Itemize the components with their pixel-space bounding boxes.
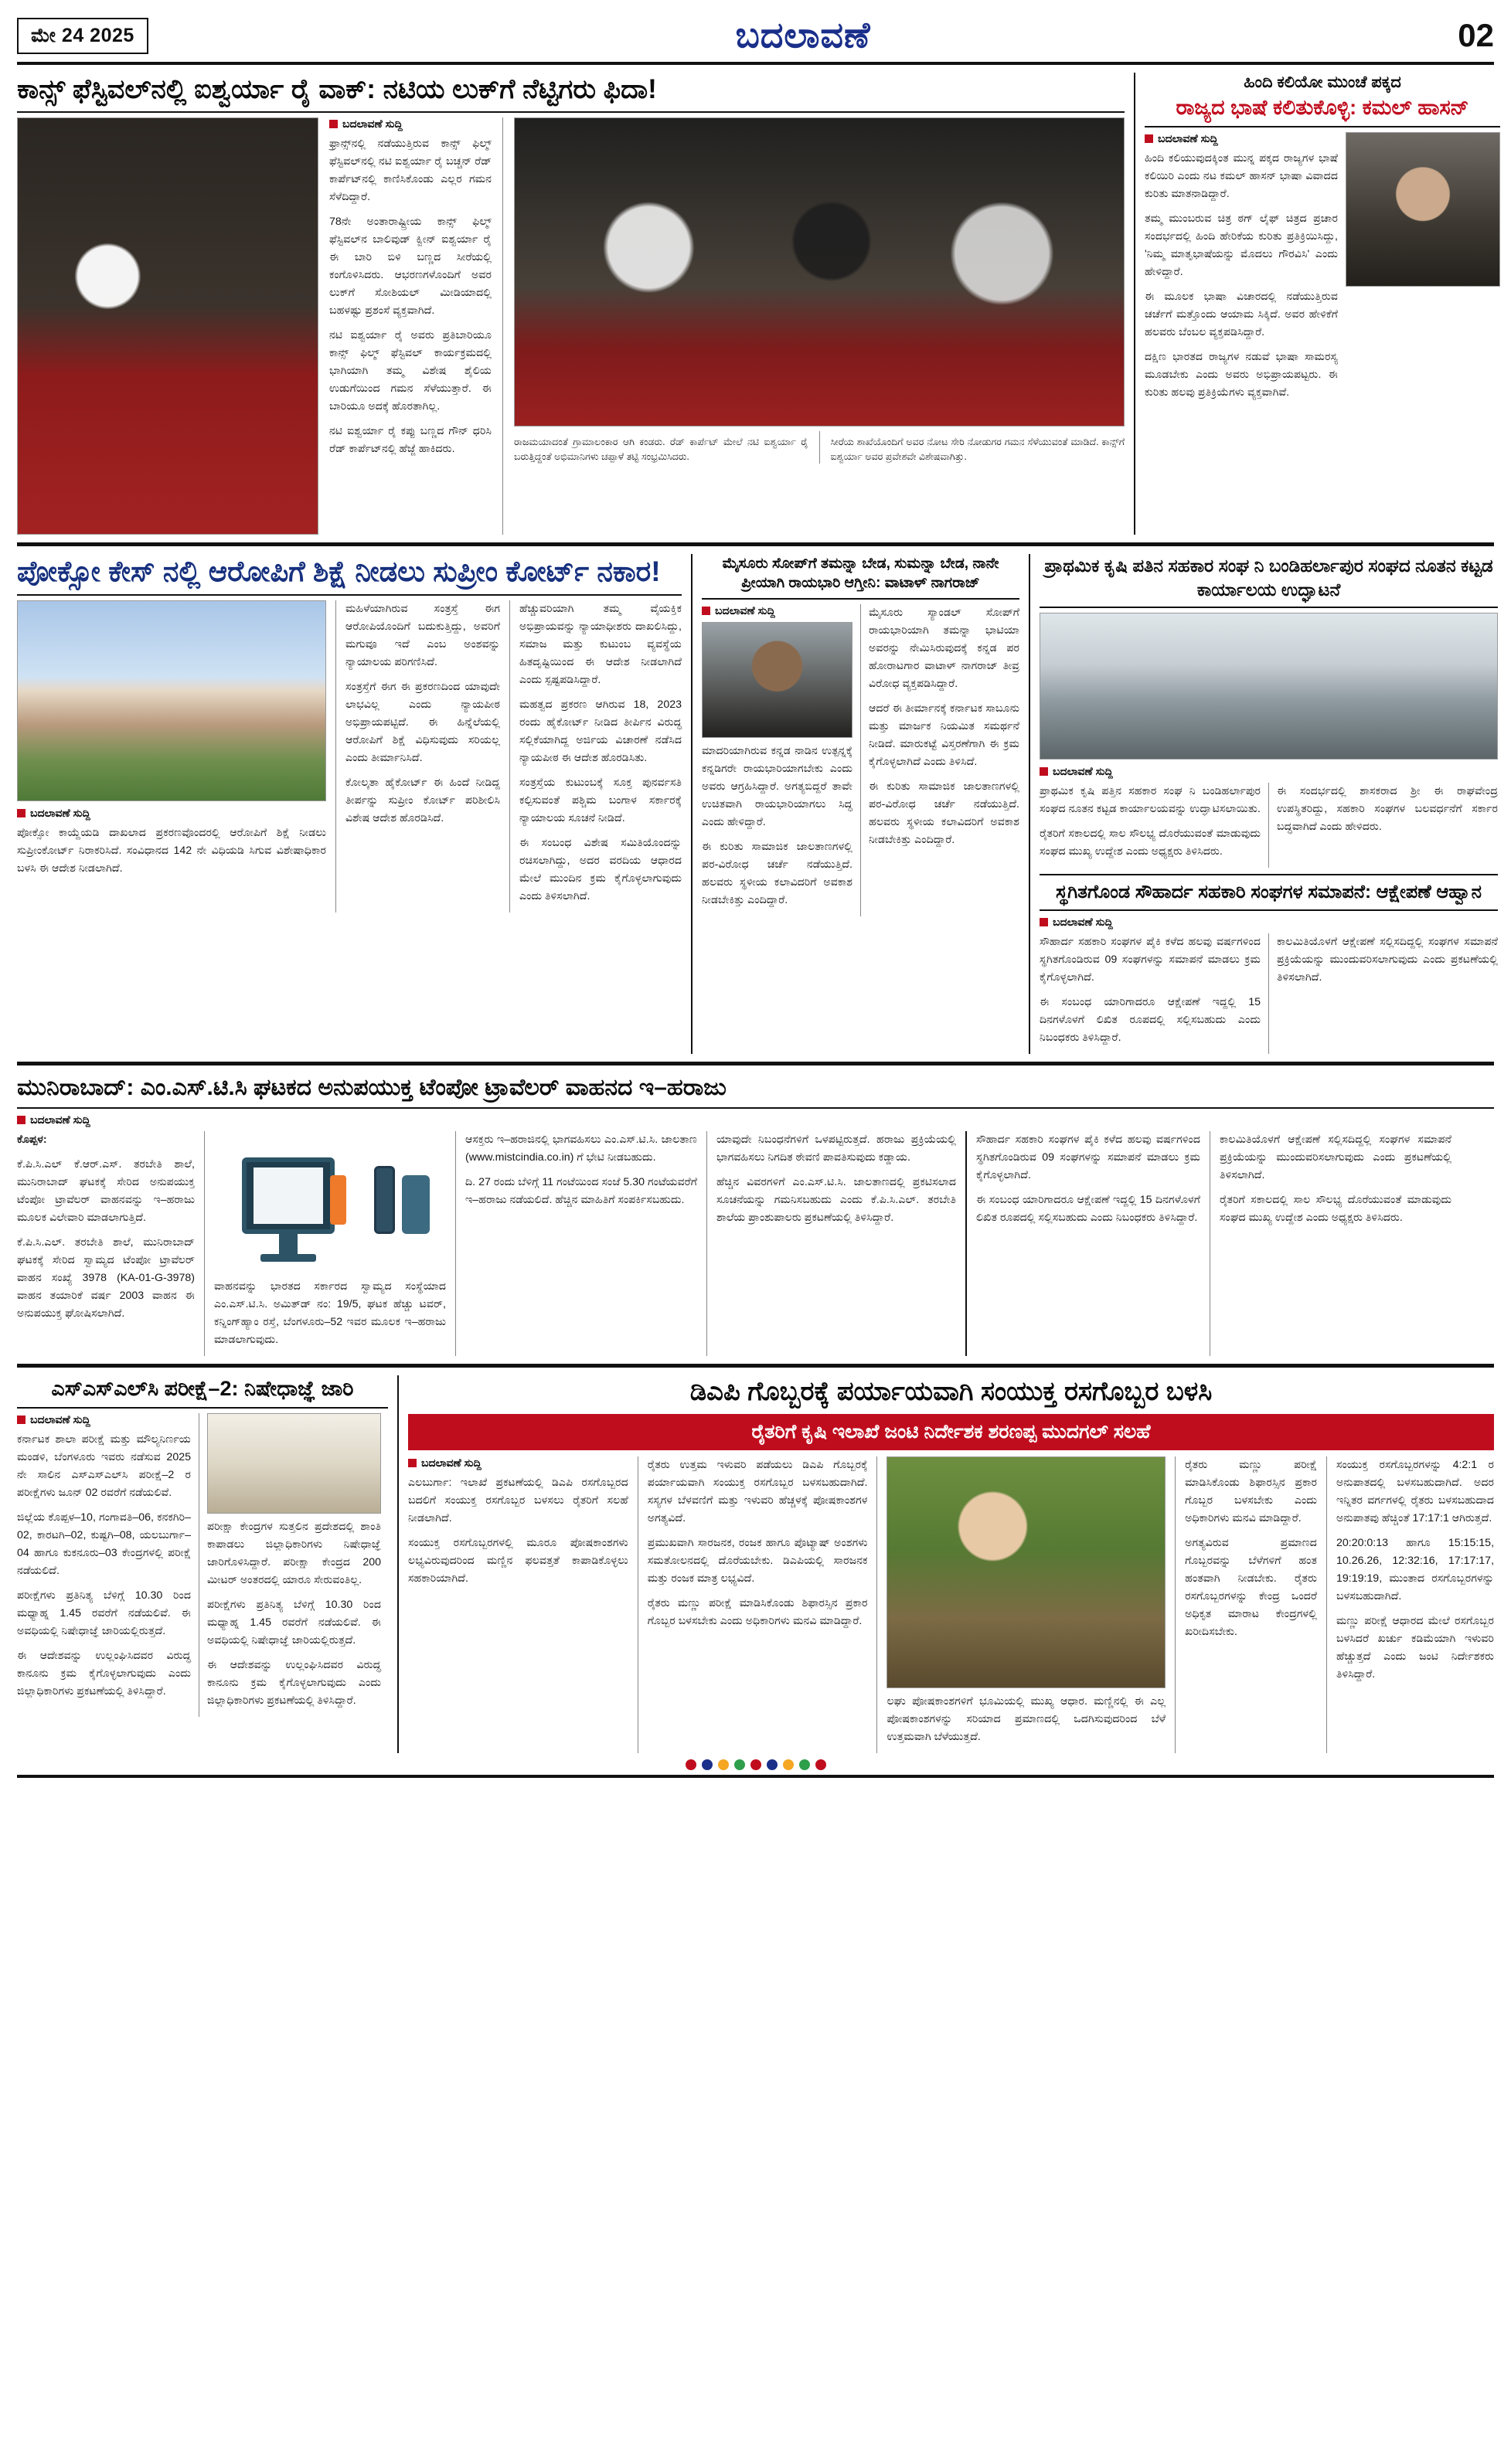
munirabad-col-4: ಯಾವುದೇ ನಿಬಂಧನೆಗಳಿಗೆ ಒಳಪಟ್ಟಿರುತ್ತದೆ. ಹರಾಜು ಪ್ರಕ್ರಿಯೆಯಲ್ಲಿ ಭಾಗವಹಿಸಲು ನಿಗದಿತ ಠೇವಣಿ ಪಾವತಿಸುವುದು ಕಡ್ಡಾಯ. ಹೆಚ್ಚಿನ ವಿವರಗಳಿಗೆ ಎಂ.ಎಸ್.ಟಿ.ಸಿ. ಜಾಲತಾಣದಲ್ಲಿ ಪ್ರಕಟಿಸಲಾದ ಸೂಚನೆಯನ್ನು ಗಮನಿಸಬಹುದು ಎಂದು ಕೆ.ಪಿ.ಸಿ.ಎಲ್. ತರಬೇತಿ ಶಾಲೆಯ ಪ್ರಾಂಶುಪಾಲರು ಪ್ರಕಟಣೆಯಲ್ಲಿ ತಿಳಿಸಿದ್ದಾರೆ. bbox=[716, 1133, 956, 1224]
credit-line bbox=[1040, 916, 1498, 929]
pocso-photo-supreme-court bbox=[17, 600, 326, 801]
story-dap bbox=[408, 1375, 1494, 1754]
kamal-body: ಹಿಂದಿ ಕಲಿಯುವುದಕ್ಕಿಂತ ಮುನ್ನ ಪಕ್ಕದ ರಾಜ್ಯಗಳ ಭಾಷೆ ಕಲಿಯಿರಿ ಎಂದು ನಟ ಕಮಲ್ ಹಾಸನ್ ಭಾಷಾ ವಿವಾದದ ಕುರಿತು ಮಾತನಾಡಿದ್ದಾರೆ. ತಮ್ಮ ಮುಂಬರುವ ಚಿತ್ರ ಠಗ್ ಲೈಫ್ ಚಿತ್ರದ ಪ್ರಚಾರ ಸಂದರ್ಭದಲ್ಲಿ ಹಿಂದಿ ಹೇರಿಕೆಯ ಕುರಿತು ಪ್ರತಿಕ್ರಿಯಿಸಿದ್ದು, 'ನಿಮ್ಮ ಮಾತೃಭಾಷೆಯನ್ನು ಮೊದಲು ಗೌರವಿಸಿ' ಎಂದು ಹೇಳಿದ್ದಾರೆ. ಈ ಮೂಲಕ ಭಾಷಾ ವಿಚಾರದಲ್ಲಿ ನಡೆಯುತ್ತಿರುವ ಚರ್ಚೆಗೆ ಮತ್ತೊಂದು ಆಯಾಮ ಸಿಕ್ಕಿದೆ. ಅವರ ಹೇಳಿಕೆಗೆ ಹಲವರು ಬೆಂಬಲ ವ್ಯಕ್ತಪಡಿಸಿದ್ದಾರೆ. ದಕ್ಷಿಣ ಭಾರತದ ರಾಜ್ಯಗಳ ನಡುವೆ ಭಾಷಾ ಸಾಮರಸ್ಯ ಮೂಡಬೇಕು ಎಂದು ಅವರು ಅಭಿಪ್ರಾಯಪಟ್ಟರು. ಈ ಕುರಿತು ಹಲವು ಪ್ರತಿಕ್ರಿಯೆಗಳು ವ್ಯಕ್ತವಾಗಿವೆ. bbox=[1145, 152, 1338, 399]
phone-icon bbox=[374, 1166, 395, 1233]
sslc-photo-exam bbox=[207, 1413, 381, 1514]
munirabad-headline: ಮುನಿರಾಬಾದ್: ಎಂ.ಎಸ್.ಟಿ.ಸಿ ಘಟಕದ ಅನುಪಯುಕ್ತ ಟೆಂಪೋ ಟ್ರಾವೆಲರ್ ವಾಹನದ ಇ–ಹರಾಜು bbox=[17, 1075, 727, 1101]
kamal-kicker: ಹಿಂದಿ ಕಲಿಯೋ ಮುಂಚೆ ಪಕ್ಕದ bbox=[1244, 73, 1401, 91]
munirabad-col-5: ಸೌಹಾರ್ದ ಸಹಕಾರಿ ಸಂಘಗಳ ಪೈಕಿ ಕಳೆದ ಹಲವು ವರ್ಷಗಳಿಂದ ಸ್ಥಗಿತಗೊಂಡಿರುವ 09 ಸಂಘಗಳನ್ನು ಸಮಾಪನೆ ಮಾಡಲು ಕ್ರಮ ಕೈಗೊಳ್ಳಲಾಗಿದೆ. ಈ ಸಂಬಂಧ ಯಾರಿಗಾದರೂ ಆಕ್ಷೇಪಣೆ ಇದ್ದಲ್ಲಿ 15 ದಿನಗಳೊಳಗೆ ಲಿಖಿತ ರೂಪದಲ್ಲಿ ಸಲ್ಲಿಸಬಹುದು ಎಂದು ನಿಬಂಧಕರು ತಿಳಿಸಿದ್ದಾರೆ. bbox=[976, 1133, 1200, 1224]
cannes-photo-group bbox=[514, 117, 1125, 427]
pocso-col-1: ಮಹಿಳೆಯಾಗಿರುವ ಸಂತ್ರಸ್ತೆ ಈಗ ಆರೋಪಿಯೊಂದಿಗೆ ಬದುಕುತ್ತಿದ್ದು, ಅವರಿಗೆ ಮಗುವೂ ಇದೆ ಎಂಬ ಅಂಶವನ್ನು ನ್ಯಾಯಾಲಯ ಪರಿಗಣಿಸಿದೆ. ಸಂತ್ರಸ್ತೆಗೆ ಈಗ ಈ ಪ್ರಕರಣದಿಂದ ಯಾವುದೇ ಲಾಭವಿಲ್ಲ ಎಂದು ನ್ಯಾಯಪೀಠ ಅಭಿಪ್ರಾಯಪಟ್ಟಿದೆ. ಈ ಹಿನ್ನೆಲೆಯಲ್ಲಿ ಆರೋಪಿಗೆ ಶಿಕ್ಷೆ ವಿಧಿಸುವುದು ಸರಿಯಲ್ಲ ಎಂದು ತೀರ್ಮಾನಿಸಿದೆ. ಕೋಲ್ಕತಾ ಹೈಕೋರ್ಟ್ ಈ ಹಿಂದೆ ನೀಡಿದ್ದ ತೀರ್ಪನ್ನು ಸುಪ್ರೀಂ ಕೋರ್ಟ್ ಪರಿಶೀಲಿಸಿ ವಿಶೇಷ ಆದೇಶ ಹೊರಡಿಸಿದೆ. bbox=[345, 603, 500, 824]
credit-bullet-icon bbox=[17, 1416, 26, 1424]
credit-text: ಬದಲಾವಣೆ ಸುದ್ದಿ bbox=[421, 1456, 482, 1470]
dap-photo-fertilizer-hand bbox=[887, 1456, 1166, 1688]
credit-text: ಬದಲಾವಣೆ ಸುದ್ದಿ bbox=[1158, 132, 1218, 144]
mysore-body-1: ಮಾದರಿಯಾಗಿರುವ ಕನ್ನಡ ನಾಡಿನ ಉತ್ಪನ್ನಕ್ಕೆ ಕನ್ನಡಿಗರೇ ರಾಯಭಾರಿಯಾಗಬೇಕು ಎಂದು ಅವರು ಆಗ್ರಹಿಸಿದ್ದಾರೆ. ಅಗತ್ಯಬಿದ್ದರೆ ತಾವೇ ಉಚಿತವಾಗಿ ರಾಯಭಾರಿಯಾಗಲು ಸಿದ್ಧ ಎಂದು ಹೇಳಿದ್ದಾರೆ. ಈ ಕುರಿತು ಸಾಮಾಜಿಕ ಜಾಲತಾಣಗಳಲ್ಲಿ ಪರ-ವಿರೋಧ ಚರ್ಚೆ ನಡೆಯುತ್ತಿದೆ. ಹಲವರು ಸ್ಥಳೀಯ ಕಲಾವಿದರಿಗೆ ಅವಕಾಶ ನೀಡಬೇಕಿತ್ತು ಎಂದಿದ್ದಾರೆ. bbox=[702, 745, 852, 907]
tablet-icon bbox=[402, 1175, 430, 1234]
credit-text: ಬದಲಾವಣೆ ಸುದ್ದಿ bbox=[1053, 764, 1113, 777]
credit-bullet-icon bbox=[408, 1459, 417, 1467]
second-zone bbox=[17, 554, 1498, 1054]
pocso-col-2: ಹೆಚ್ಚುವರಿಯಾಗಿ ತಮ್ಮ ವೈಯಕ್ತಿಕ ಅಭಿಪ್ರಾಯವನ್ನು ನ್ಯಾಯಾಧೀಶರು ದಾಖಲಿಸಿದ್ದು, ಸಮಾಜ ಮತ್ತು ಕುಟುಂಬ ವ್ಯವಸ್ಥೆಯ ಹಿತದೃಷ್ಟಿಯಿಂದ ಈ ಆದೇಶ ನೀಡಲಾಗಿದೆ ಎಂದು ಸ್ಪಷ್ಟಪಡಿಸಿದ್ದಾರೆ. ಮಹತ್ವದ ಪ್ರಕರಣ ಆಗಿರುವ 18, 2023 ರಂದು ಹೈಕೋರ್ಟ್ ನೀಡಿದ ತೀರ್ಪಿನ ವಿರುದ್ಧ ಸಲ್ಲಿಕೆಯಾಗಿದ್ದ ಅರ್ಜಿಯ ವಿಚಾರಣೆ ನಡೆಸಿದ ನ್ಯಾಯಪೀಠ ಈ ಆದೇಶ ಹೊರಡಿಸಿತು. ಸಂತ್ರಸ್ತೆಯ ಕುಟುಂಬಕ್ಕೆ ಸೂಕ್ತ ಪುನರ್ವಸತಿ ಕಲ್ಪಿಸುವಂತೆ ಪಶ್ಚಿಮ ಬಂಗಾಳ ಸರ್ಕಾರಕ್ಕೆ ನ್ಯಾಯಾಲಯ ಸೂಚನೆ ನೀಡಿದೆ. ಈ ಸಂಬಂಧ ವಿಶೇಷ ಸಮಿತಿಯೊಂದನ್ನು ರಚಿಸಲಾಗಿದ್ದು, ಅದರ ವರದಿಯ ಆಧಾರದ ಮೇಲೆ ಮುಂದಿನ ಕ್ರಮ ಕೈಗೊಳ್ಳಲಾಗುವುದು ಎಂದು ತಿಳಿಸಲಾಗಿದೆ. bbox=[519, 603, 682, 902]
mysore-headline: ಮೈಸೂರು ಸೋಪ್‌ಗೆ ತಮನ್ನಾ ಬೇಡ, ಸುಮನ್ನಾ ಬೇಡ, ನಾನೇ ಪ್ರೀಯಾಗಿ ರಾಯಭಾರಿ ಆಗ್ತೀನಿ: ವಾಟಾಳ್ ನಾಗರಾಜ್ bbox=[722, 555, 999, 592]
munirabad-col-3: ಆಸಕ್ತರು ಇ–ಹರಾಜಿನಲ್ಲಿ ಭಾಗವಹಿಸಲು ಎಂ.ಎಸ್.ಟಿ.ಸಿ. ಜಾಲತಾಣ (www.mistcindia.co.in) ಗೆ ಭೇಟಿ ನೀಡಬಹುದು. ದಿ. 27 ರಂದು ಬೆಳಿಗ್ಗೆ 11 ಗಂಟೆಯಿಂದ ಸಂಜೆ 5.30 ಗಂಟೆಯವರೆಗೆ ಇ–ಹರಾಜು ನಡೆಯಲಿದೆ. ಹೆಚ್ಚಿನ ಮಾಹಿತಿಗೆ ಸಂಪರ್ಕಿಸಬಹುದು. bbox=[465, 1133, 697, 1206]
soharda-col-1: ಸೌಹಾರ್ದ ಸಹಕಾರಿ ಸಂಘಗಳ ಪೈಕಿ ಕಳೆದ ಹಲವು ವರ್ಷಗಳಿಂದ ಸ್ಥಗಿತಗೊಂಡಿರುವ 09 ಸಂಘಗಳನ್ನು ಸಮಾಪನೆ ಮಾಡಲು ಕ್ರಮ ಕೈಗೊಳ್ಳಲಾಗಿದೆ. ಈ ಸಂಬಂಧ ಯಾರಿಗಾದರೂ ಆಕ್ಷೇಪಣೆ ಇದ್ದಲ್ಲಿ 15 ದಿನಗಳೊಳಗೆ ಲಿಖಿತ ರೂಪದಲ್ಲಿ ಸಲ್ಲಿಸಬಹುದು ಎಂದು ನಿಬಂಧಕರು ತಿಳಿಸಿದ್ದಾರೆ. bbox=[1040, 936, 1261, 1045]
munirabad-dateline: ಕೊಪ್ಪಳ: bbox=[17, 1133, 47, 1146]
issue-date: ಮೇ 24 2025 bbox=[17, 18, 148, 54]
credit-line bbox=[17, 807, 326, 820]
orange-device-icon bbox=[330, 1175, 346, 1225]
sslc-body-1: ಕರ್ನಾಟಕ ಶಾಲಾ ಪರೀಕ್ಷೆ ಮತ್ತು ಮೌಲ್ಯನಿರ್ಣಯ ಮಂಡಳಿ, ಬೆಂಗಳೂರು ಇವರು ನಡೆಸುವ 2025 ನೇ ಸಾಲಿನ ಎಸ್‌ಎಸ್‌ಎಲ್‌ಸಿ ಪರೀಕ್ಷೆ–2 ರ ಪರೀಕ್ಷೆಗಳು ಜೂನ್ 02 ರವರೆಗೆ ನಡೆಯಲಿವೆ. ಜಿಲ್ಲೆಯ ಕೊಪ್ಪಳ–10, ಗಂಗಾವತಿ–06, ಕನಕಗಿರಿ–02, ಕಾರಟಗಿ–02, ಕುಷ್ಟಗಿ–08, ಯಲಬುರ್ಗಾ–04 ಹಾಗೂ ಕುಕನೂರು–03 ಕೇಂದ್ರಗಳಲ್ಲಿ ಪರೀಕ್ಷೆ ನಡೆಯಲಿದೆ. ಪರೀಕ್ಷೆಗಳು ಪ್ರತಿನಿತ್ಯ ಬೆಳಿಗ್ಗೆ 10.30 ರಿಂದ ಮಧ್ಯಾಹ್ನ 1.45 ರವರೆಗೆ ನಡೆಯಲಿವೆ. ಈ ಅವಧಿಯಲ್ಲಿ ನಿಷೇಧಾಜ್ಞೆ ಜಾರಿಯಲ್ಲಿರುತ್ತದೆ. ಈ ಆದೇಶವನ್ನು ಉಲ್ಲಂಘಿಸಿದವರ ವಿರುದ್ಧ ಕಾನೂನು ಕ್ರಮ ಕೈಗೊಳ್ಳಲಾಗುವುದು ಎಂದು ಜಿಲ್ಲಾಧಿಕಾರಿಗಳು ಪ್ರಕಟಣೆಯಲ್ಲಿ ತಿಳಿಸಿದ್ದಾರೆ. bbox=[17, 1433, 191, 1698]
soharda-col-2: ಕಾಲಮಿತಿಯೊಳಗೆ ಆಕ್ಷೇಪಣೆ ಸಲ್ಲಿಸದಿದ್ದಲ್ಲಿ ಸಂಘಗಳ ಸಮಾಪನೆ ಪ್ರಕ್ರಿಯೆಯನ್ನು ಮುಂದುವರಿಸಲಾಗುವುದು ಎಂದು ಪ್ರಕಟಣೆಯಲ್ಲಿ ತಿಳಿಸಲಾಗಿದೆ. bbox=[1277, 936, 1498, 984]
kamal-headline: ರಾಜ್ಯದ ಭಾಷೆ ಕಲಿತುಕೊಳ್ಳಿ: ಕಮಲ್ ಹಾಸನ್ bbox=[1176, 96, 1469, 120]
credit-text: ಬದಲಾವಣೆ ಸುದ್ದಿ bbox=[30, 1412, 90, 1426]
paper-title: ಬದಲಾವಣೆ bbox=[735, 15, 871, 55]
mysore-photo-vatal bbox=[702, 622, 852, 738]
footer-color-bars bbox=[17, 1753, 1494, 1770]
mysore-body-2: ಮೈಸೂರು ಸ್ಯಾಂಡಲ್ ಸೋಪ್‌ಗೆ ರಾಯಭಾರಿಯಾಗಿ ತಮನ್ನಾ ಭಾಟಿಯಾ ಅವರನ್ನು ನೇಮಿಸಿರುವುದಕ್ಕೆ ಕನ್ನಡ ಪರ ಹೋರಾಟಗಾರ ವಾಟಾಳ್ ನಾಗರಾಜ್ ತೀವ್ರ ವಿರೋಧ ವ್ಯಕ್ತಪಡಿಸಿದ್ದಾರೆ. ಆದರೆ ಈ ತೀರ್ಮಾನಕ್ಕೆ ಕರ್ನಾಟಕ ಸಾಬೂನು ಮತ್ತು ಮಾರ್ಜಕ ನಿಯಮಿತ ಸಮರ್ಥನೆ ನೀಡಿದೆ. ಮಾರುಕಟ್ಟೆ ವಿಸ್ತರಣೆಗಾಗಿ ಈ ಕ್ರಮ ಕೈಗೊಳ್ಳಲಾಗಿದೆ ಎಂದು ತಿಳಿಸಿದೆ. ಈ ಕುರಿತು ಸಾಮಾಜಿಕ ಜಾಲತಾಣಗಳಲ್ಲಿ ಪರ-ವಿರೋಧ ಚರ್ಚೆ ನಡೆಯುತ್ತಿದೆ. ಹಲವರು ಸ್ಥಳೀಯ ಕಲಾವಿದರಿಗೆ ಅವಕಾಶ ನೀಡಬೇಕಿತ್ತು ಎಂದಿದ್ದಾರೆ. bbox=[869, 607, 1019, 847]
cannes-headline: ಕಾನ್ಸ್ ಫೆಸ್ಟಿವಲ್‌ನಲ್ಲಿ ಐಶ್ವರ್ಯಾ ರೈ ವಾಕ್: ನಟಿಯ ಲುಕ್‌ಗೆ ನೆಟ್ಟಿಗರು ಫಿದಾ! bbox=[17, 74, 657, 104]
pocso-headline: ಪೋಕ್ಸೋ ಕೇಸ್ ನಲ್ಲಿ ಆರೋಪಿಗೆ ಶಿಕ್ಷೆ ನೀಡಲು ಸುಪ್ರೀಂ ಕೋರ್ಟ್ ನಕಾರ! bbox=[17, 555, 661, 587]
dap-col-2: ರೈತರು ಉತ್ತಮ ಇಳುವರಿ ಪಡೆಯಲು ಡಿಎಪಿ ಗೊಬ್ಬರಕ್ಕೆ ಪರ್ಯಾಯವಾಗಿ ಸಂಯುಕ್ತ ರಸಗೊಬ್ಬರ ಬಳಸಬಹುದಾಗಿದೆ. ಸಸ್ಯಗಳ ಬೆಳವಣಿಗೆ ಮತ್ತು ಇಳುವರಿ ಹೆಚ್ಚಳಕ್ಕೆ ಪೋಷಕಾಂಶಗಳ ಅಗತ್ಯವಿದೆ. ಪ್ರಮುಖವಾಗಿ ಸಾರಜನಕ, ರಂಜಕ ಹಾಗೂ ಪೊಟ್ಯಾಷ್ ಅಂಶಗಳು ಸಮತೋಲನದಲ್ಲಿ ದೊರೆಯಬೇಕು. ಡಿಎಪಿಯಲ್ಲಿ ಸಾರಜನಕ ಮತ್ತು ರಂಜಕ ಮಾತ್ರ ಲಭ್ಯವಿದೆ. ರೈತರು ಮಣ್ಣು ಪರೀಕ್ಷೆ ಮಾಡಿಸಿಕೊಂಡು ಶಿಫಾರಸ್ಸಿನ ಪ್ರಕಾರ ಗೊಬ್ಬರ ಬಳಸಬೇಕು ಎಂದು ಅಧಿಕಾರಿಗಳು ಮನವಿ ಮಾಡಿದ್ದಾರೆ. bbox=[647, 1459, 868, 1628]
footer-rule bbox=[17, 1775, 1494, 1778]
munirabad-col-1: ಕೊಪ್ಪಳ: ಕೆ.ಪಿ.ಸಿ.ಎಲ್ ಕೆ.ಆರ್.ಎಸ್. ತರಬೇತಿ ಶಾಲೆ, ಮುನಿರಾಬಾದ್ ಘಟಕಕ್ಕೆ ಸೇರಿದ ಅನುಪಯುಕ್ತ ಟೆಂಪೋ ಟ್ರಾವೆಲರ್ ವಾಹನವನ್ನು ಇ–ಹರಾಜು ಮೂಲಕ ವಿಲೇವಾರಿ ಮಾಡಲಾಗುತ್ತಿದೆ. ಕೆ.ಪಿ.ಸಿ.ಎಲ್. ತರಬೇತಿ ಶಾಲೆ, ಮುನಿರಾಬಾದ್ ಘಟಕಕ್ಕೆ ಸೇರಿದ ಸ್ವಾಮ್ಯದ ಟೆಂಪೋ ಟ್ರಾವೆಲರ್ ವಾಹನ ಸಂಖ್ಯೆ 3978 (KA-01-G-3978) ವಾಹನ ತಯಾರಿಕೆ ವರ್ಷ 2003 ವಾಹನ ಈ ಅನುಪಯುಕ್ತ ಘೋಷಿಸಲಾಗಿದೆ. bbox=[17, 1133, 195, 1320]
coop-photo bbox=[1040, 613, 1498, 760]
credit-text: ಬದಲಾವಣೆ ಸುದ್ದಿ bbox=[1053, 916, 1113, 929]
story-pocso bbox=[17, 554, 682, 1054]
soharda-headline: ಸ್ಥಗಿತಗೊಂಡ ಸೌಹಾರ್ದ ಸಹಕಾರಿ ಸಂಘಗಳ ಸಮಾಪನೆ: ಆಕ್ಷೇಪಣೆ ಆಹ್ವಾನ bbox=[1055, 881, 1482, 902]
credit-text: ಬದಲಾವಣೆ ಸುದ್ದಿ bbox=[715, 604, 775, 617]
coop-headline: ಪ್ರಾಥಮಿಕ ಕೃಷಿ ಪತಿನ ಸಹಕಾರ ಸಂಘ ನಿ ಬಂಡಿಹರ್ಲಾಪುರ ಸಂಘದ ನೂತನ ಕಟ್ಟಡ ಕಾರ್ಯಾಲಯ ಉದ್ಘಾಟನೆ bbox=[1044, 555, 1493, 600]
credit-line bbox=[17, 1413, 191, 1426]
kamal-photo bbox=[1346, 132, 1500, 287]
credit-bullet-icon bbox=[329, 120, 338, 128]
story-kamal bbox=[1145, 73, 1500, 535]
credit-text: ಬದಲಾವಣೆ ಸುದ್ದಿ bbox=[30, 807, 90, 819]
sslc-headline: ಎಸ್‌ಎಸ್‌ಎಲ್‌ಸಿ ಪರೀಕ್ಷೆ–2: ನಿಷೇಧಾಜ್ಞೆ ಜಾರಿ bbox=[51, 1376, 354, 1400]
dap-col-5: ಸಂಯುಕ್ತ ರಸಗೊಬ್ಬರಗಳನ್ನು 4:2:1 ರ ಅನುಪಾತದಲ್ಲಿ ಬಳಸಬಹುದಾಗಿದೆ. ಅದರ ಇನ್ನಿತರ ವರ್ಗಗಳಲ್ಲಿ ರೈತರು ಬಳಸಬಹುದಾದ ಅನುಪಾತವು ಹೆಚ್ಚಿಂತೆ 17:17:1 ಆಗಿರುತ್ತದೆ. 20:20:0:13 ಹಾಗೂ 15:15:15, 10.26.26, 12:32:16, 17:17:17, 19:19:19, ಮುಂತಾದ ರಸಗೊಬ್ಬರಗಳನ್ನು ಬಳಸಬಹುದಾಗಿದೆ. ಮಣ್ಣು ಪರೀಕ್ಷೆ ಆಧಾರದ ಮೇಲೆ ರಸಗೊಬ್ಬರ ಬಳಸಿದರೆ ಖರ್ಚು ಕಡಿಮೆಯಾಗಿ ಇಳುವರಿ ಹೆಚ್ಚುತ್ತದೆ ಎಂದು ಜಂಟಿ ನಿರ್ದೇಶಕರು ತಿಳಿಸಿದ್ದಾರೆ. bbox=[1336, 1459, 1495, 1681]
bottom-zone bbox=[17, 1375, 1494, 1754]
top-zone bbox=[17, 73, 1494, 535]
story-mysore-soap bbox=[702, 554, 1019, 1054]
sslc-body-2: ಪರೀಕ್ಷಾ ಕೇಂದ್ರಗಳ ಸುತ್ತಲಿನ ಪ್ರದೇಶದಲ್ಲಿ ಶಾಂತಿ ಕಾಪಾಡಲು ಜಿಲ್ಲಾಧಿಕಾರಿಗಳು ನಿಷೇಧಾಜ್ಞೆ ಜಾರಿಗೊಳಿಸಿದ್ದಾರೆ. ಪರೀಕ್ಷಾ ಕೇಂದ್ರದ 200 ಮೀಟರ್ ಅಂತರದಲ್ಲಿ ಯಾರೂ ಸೇರುವಂತಿಲ್ಲ. ಪರೀಕ್ಷೆಗಳು ಪ್ರತಿನಿತ್ಯ ಬೆಳಿಗ್ಗೆ 10.30 ರಿಂದ ಮಧ್ಯಾಹ್ನ 1.45 ರವರೆಗೆ ನಡೆಯಲಿವೆ. ಈ ಅವಧಿಯಲ್ಲಿ ನಿಷೇಧಾಜ್ಞೆ ಜಾರಿಯಲ್ಲಿರುತ್ತದೆ. ಈ ಆದೇಶವನ್ನು ಉಲ್ಲಂಘಿಸಿದವರ ವಿರುದ್ಧ ಕಾನೂನು ಕ್ರಮ ಕೈಗೊಳ್ಳಲಾಗುವುದು ಎಂದು ಜಿಲ್ಲಾಧಿಕಾರಿಗಳು ಪ್ರಕಟಣೆಯಲ್ಲಿ ತಿಳಿಸಿದ್ದಾರೆ. bbox=[207, 1520, 381, 1707]
credit-text: ಬದಲಾವಣೆ ಸುದ್ದಿ bbox=[342, 117, 403, 130]
coop-body-1: ಪ್ರಾಥಮಿಕ ಕೃಷಿ ಪತ್ತಿನ ಸಹಕಾರ ಸಂಘ ನಿ ಬಂಡಿಹರ್ಲಾಪುರ ಸಂಘದ ನೂತನ ಕಟ್ಟಡ ಕಾರ್ಯಾಲಯವನ್ನು ಉದ್ಘಾಟಿಸಲಾಯಿತು. ರೈತರಿಗೆ ಸಕಾಲದಲ್ಲಿ ಸಾಲ ಸೌಲಭ್ಯ ದೊರೆಯುವಂತೆ ಮಾಡುವುದು ಸಂಘದ ಮುಖ್ಯ ಉದ್ದೇಶ ಎಂದು ಅಧ್ಯಕ್ಷರು ತಿಳಿಸಿದರು. bbox=[1040, 784, 1261, 858]
cannes-caption-left: ರಾಜಮಯಾದಂತೆ ಗ್ರಾಮಾಲಂಕಾರ ಆಗಿ ಕಂಡರು. ರೆಡ್ ಕಾರ್ಪೆಟ್ ಮೇಲೆ ನಟಿ ಐಶ್ವರ್ಯಾ ರೈ ಬರುತ್ತಿದ್ದಂತೆ ಅಭಿಮಾನಿಗಳು ಚಪ್ಪಾಳೆ ತಟ್ಟಿ ಸಂಭ್ರಮಿಸಿದರು. bbox=[514, 436, 808, 462]
story-sslc bbox=[17, 1375, 388, 1754]
cannes-caption-right: ಸೀರೆಯ ಶಾಖೆಯೊಂದಿಗೆ ಅವರ ನೋಟ ಸೇರಿ ನೋಡುಗರ ಗಮನ ಸೆಳೆಯುವಂತೆ ಮಾಡಿದೆ. ಕಾನ್ಸ್‌ಗೆ ಐಶ್ವರ್ಯಾ ಅವರ ಪ್ರವೇಶವೇ ವಿಶೇಷವಾಗಿತ್ತು. bbox=[830, 436, 1125, 462]
credit-text: ಬದಲಾವಣೆ ಸುದ್ದಿ bbox=[30, 1113, 90, 1126]
masthead bbox=[17, 14, 1494, 65]
credit-bullet-icon bbox=[1145, 134, 1153, 143]
credit-line bbox=[1145, 132, 1338, 145]
story-cannes bbox=[17, 73, 1125, 535]
credit-bullet-icon bbox=[1040, 767, 1048, 776]
credit-line bbox=[408, 1456, 628, 1470]
cannes-body-1: ಫ್ರಾನ್ಸ್‌ನಲ್ಲಿ ನಡೆಯುತ್ತಿರುವ ಕಾನ್ಸ್ ಫಿಲ್ಮ್ ಫೆಸ್ಟಿವಲ್‌ನಲ್ಲಿ ನಟಿ ಐಶ್ವರ್ಯಾ ರೈ ಬಚ್ಚನ್ ರೆಡ್ ಕಾರ್ಪೆಟ್‌ನಲ್ಲಿ ಕಾಣಿಸಿಕೊಂಡು ಎಲ್ಲರ ಗಮನ ಸೆಳೆದಿದ್ದಾರೆ. 78ನೇ ಅಂತಾರಾಷ್ಟ್ರೀಯ ಕಾನ್ಸ್ ಫಿಲ್ಮ್ ಫೆಸ್ಟಿವಲ್‌ನ ಬಾಲಿವುಡ್ ಕ್ವೀನ್ ಐಶ್ವರ್ಯಾ ರೈ ಈ ಬಾರಿ ಬಿಳಿ ಬಣ್ಣದ ಸೀರೆಯಲ್ಲಿ ಕಂಗೊಳಿಸಿದರು. ಆಭರಣಗಳೊಂದಿಗೆ ಅವರ ಲುಕ್‌ಗೆ ಸೋಶಿಯಲ್ ಮೀಡಿಯಾದಲ್ಲಿ ಬಹಳಷ್ಟು ಪ್ರಶಂಸೆ ವ್ಯಕ್ತವಾಗಿದೆ. ನಟಿ ಐಶ್ವರ್ಯಾ ರೈ ಅವರು ಪ್ರತಿಬಾರಿಯೂ ಕಾನ್ಸ್ ಫಿಲ್ಮ್ ಫೆಸ್ಟಿವಲ್ ಕಾರ್ಯಕ್ರಮದಲ್ಲಿ ಭಾಗಿಯಾಗಿ ತಮ್ಮ ವಿಶೇಷ ಶೈಲಿಯ ಉಡುಗೆಯಿಂದ ಗಮನ ಸೆಳೆಯುತ್ತಾರೆ. ಈ ಬಾರಿಯೂ ಅದಕ್ಕೆ ಹೊರತಾಗಿಲ್ಲ. ನಟಿ ಐಶ್ವರ್ಯಾ ರೈ ಕಪ್ಪು ಬಣ್ಣದ ಗೌನ್ ಧರಿಸಿ ರೆಡ್ ಕಾರ್ಪೆಟ್‌ನಲ್ಲಿ ಹೆಜ್ಜೆ ಹಾಕಿದರು. bbox=[329, 137, 492, 455]
credit-line bbox=[1040, 765, 1498, 778]
dap-col-1: ಎಲಬುರ್ಗಾ: ಇಲಾಖೆ ಪ್ರಕಟಣೆಯಲ್ಲಿ ಡಿಎಪಿ ರಸಗೊಬ್ಬರದ ಬದಲಿಗೆ ಸಂಯುಕ್ತ ರಸಗೊಬ್ಬರ ಬಳಸಲು ರೈತರಿಗೆ ಸಲಹೆ ನೀಡಲಾಗಿದೆ. ಸಂಯುಕ್ತ ರಸಗೊಬ್ಬರಗಳಲ್ಲಿ ಮೂರೂ ಪೋಷಕಾಂಶಗಳು ಲಭ್ಯವಿರುವುದರಿಂದ ಮಣ್ಣಿನ ಫಲವತ್ತತೆ ಕಾಪಾಡಿಕೊಳ್ಳಲು ಸಹಕಾರಿಯಾಗಿದೆ. bbox=[408, 1477, 628, 1585]
dap-photo-col bbox=[887, 1456, 1166, 1753]
dap-col-3: ಲಘು ಪೋಷಕಾಂಶಗಳಿಗೆ ಭೂಮಿಯಲ್ಲಿ ಮುಖ್ಯ ಆಧಾರ. ಮಣ್ಣಿನಲ್ಲಿ ಈ ಎಲ್ಲ ಪೋಷಕಾಂಶಗಳನ್ನು ಸರಿಯಾದ ಪ್ರಮಾಣದಲ್ಲಿ ಒದಗಿಸುವುದರಿಂದ ಬೆಳೆ ಉತ್ತಮವಾಗಿ ಬೆಳೆಯುತ್ತದೆ. bbox=[887, 1695, 1166, 1744]
credit-bullet-icon bbox=[17, 809, 26, 817]
credit-line bbox=[702, 604, 852, 617]
dap-headline: ಡಿಎಪಿ ಗೊಬ್ಬರಕ್ಕೆ ಪರ್ಯಾಯವಾಗಿ ಸಂಯುಕ್ತ ರಸಗೊಬ್ಬರ ಬಳಸಿ bbox=[689, 1376, 1213, 1406]
credit-bullet-icon bbox=[1040, 918, 1048, 926]
munirabad-col-2: ವಾಹನವನ್ನು ಭಾರತದ ಸರ್ಕಾರದ ಸ್ವಾಮ್ಯದ ಸಂಸ್ಥೆಯಾದ ಎಂ.ಎಸ್.ಟಿ.ಸಿ. ಅಮಿತ್‌ಡ್ ನಂ: 19/5, ಘಟಕ ಹೆಚ್ಚು ಟವರ್, ಕನ್ನಿಂಗ್‌ಹ್ಯಾಂ ರಸ್ತೆ, ಬೆಂಗಳೂರು–52 ಇವರ ಮೂಲಕ ಇ–ಹರಾಜು ಮಾಡಲಾಗುವುದು. bbox=[214, 1280, 446, 1346]
credit-line bbox=[329, 117, 492, 131]
munirabad-col-6: ಕಾಲಮಿತಿಯೊಳಗೆ ಆಕ್ಷೇಪಣೆ ಸಲ್ಲಿಸದಿದ್ದಲ್ಲಿ ಸಂಘಗಳ ಸಮಾಪನೆ ಪ್ರಕ್ರಿಯೆಯನ್ನು ಮುಂದುವರಿಸಲಾಗುವುದು ಎಂದು ಪ್ರಕಟಣೆಯಲ್ಲಿ ತಿಳಿಸಲಾಗಿದೆ. ರೈತರಿಗೆ ಸಕಾಲದಲ್ಲಿ ಸಾಲ ಸೌಲಭ್ಯ ದೊರೆಯುವಂತೆ ಮಾಡುವುದು ಸಂಘದ ಮುಖ್ಯ ಉದ್ದೇಶ ಎಂದು ಅಧ್ಯಕ್ಷರು ತಿಳಿಸಿದರು. bbox=[1220, 1133, 1451, 1224]
cannes-photo-main bbox=[17, 117, 318, 535]
pocso-lead: ಪೋಕ್ಸೋ ಕಾಯ್ದೆಯಡಿ ದಾಖಲಾದ ಪ್ರಕರಣವೊಂದರಲ್ಲಿ ಆರೋಪಿಗೆ ಶಿಕ್ಷೆ ನೀಡಲು ಸುಪ್ರೀಂಕೋರ್ಟ್ ನಿರಾಕರಿಸಿದೆ. ಸಂವಿಧಾನದ 142 ನೇ ವಿಧಿಯಡಿ ಸಿಗುವ ವಿಶೇಷಾಧಿಕಾರ ಬಳಸಿ ಈ ಆದೇಶ ನೀಡಲಾಗಿದೆ. bbox=[17, 827, 326, 875]
dap-col-4: ರೈತರು ಮಣ್ಣು ಪರೀಕ್ಷೆ ಮಾಡಿಸಿಕೊಂಡು ಶಿಫಾರಸ್ಸಿನ ಪ್ರಕಾರ ಗೊಬ್ಬರ ಬಳಸಬೇಕು ಎಂದು ಅಧಿಕಾರಿಗಳು ಮನವಿ ಮಾಡಿದ್ದಾರೆ. ಅಗತ್ಯವಿರುವ ಪ್ರಮಾಣದ ಗೊಬ್ಬರವನ್ನು ಬೆಳೆಗಳಿಗೆ ಹಂತ ಹಂತವಾಗಿ ನೀಡಬೇಕು. ರೈತರು ರಸಗೊಬ್ಬರಗಳನ್ನು ಕೇಂದ್ರ ಒಂದರೆ ಅಧಿಕೃತ ಮಾರಾಟ ಕೇಂದ್ರಗಳಲ್ಲಿ ಖರೀದಿಸಬೇಕು. bbox=[1185, 1459, 1317, 1639]
story-cooperative bbox=[1040, 554, 1498, 1054]
credit-line bbox=[17, 1113, 1494, 1127]
dap-subheadline: ರೈತರಿಗೆ ಕೃಷಿ ಇಲಾಖೆ ಜಂಟಿ ನಿರ್ದೇಶಕ ಶರಣಪ್ಪ ಮುದಗಲ್ ಸಲಹೆ bbox=[408, 1414, 1494, 1450]
credit-bullet-icon bbox=[702, 607, 710, 615]
credit-bullet-icon bbox=[17, 1116, 26, 1124]
munirabad-illustration bbox=[214, 1131, 446, 1278]
monitor-icon bbox=[242, 1157, 335, 1234]
munirabad-illustration-col bbox=[214, 1131, 446, 1356]
page-number: 02 bbox=[1458, 17, 1494, 53]
story-munirabad bbox=[17, 1073, 1494, 1356]
coop-body-2: ಈ ಸಂದರ್ಭದಲ್ಲಿ ಶಾಸಕರಾದ ಶ್ರೀ ಈ ರಾಘವೇಂದ್ರ ಉಪಸ್ಥಿತರಿದ್ದು, ಸಹಕಾರಿ ಸಂಘಗಳ ಬಲವರ್ಧನೆಗೆ ಸರ್ಕಾರ ಬದ್ಧವಾಗಿದೆ ಎಂದು ಹೇಳಿದರು. bbox=[1277, 784, 1498, 833]
